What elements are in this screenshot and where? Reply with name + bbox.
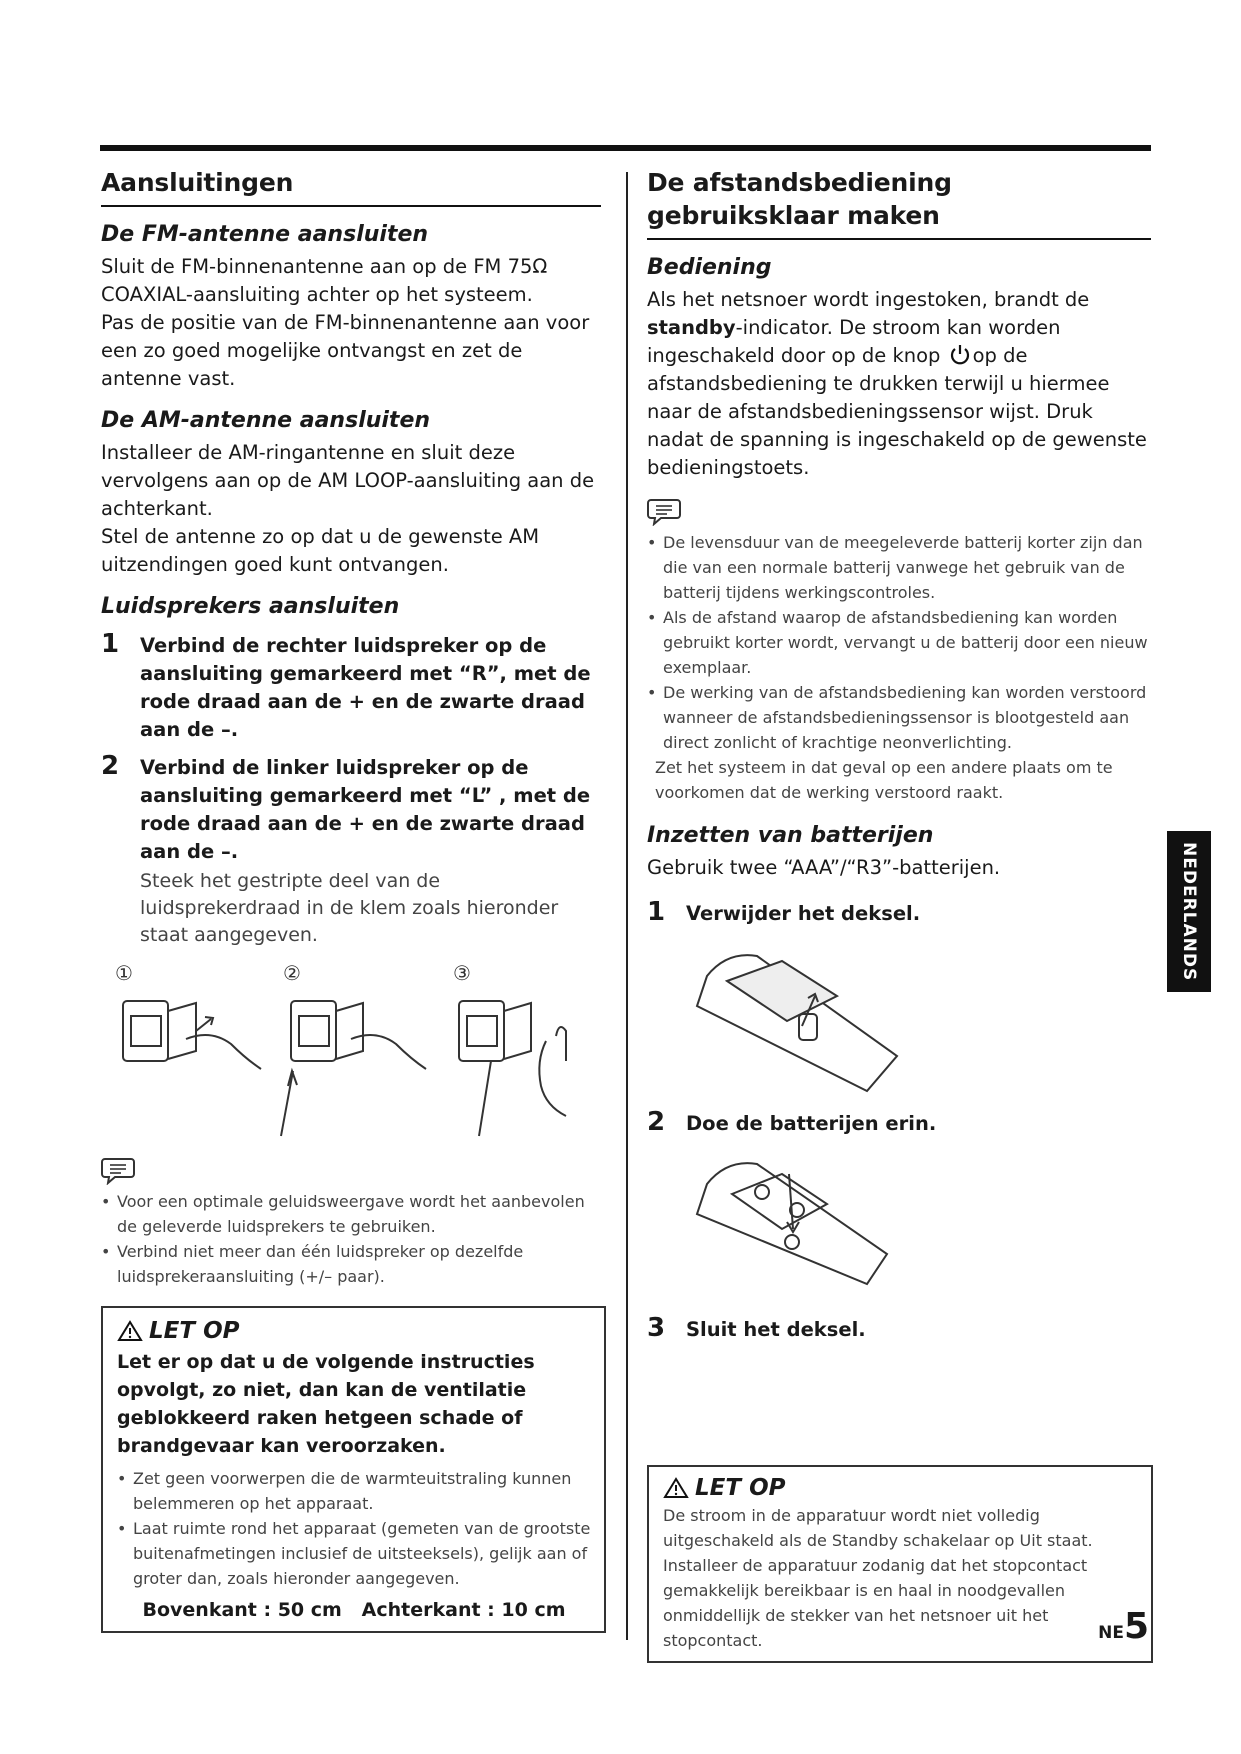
- battery-step-3: [647, 1313, 1151, 1344]
- list-item: • De werking van de afstandsbediening kan worden verstoord wanneer de afstandsbedieningssensor is blootgesteld aan direct zonlicht of krachtige neonverlichting.: [647, 680, 1151, 755]
- caution-title-text: LET OP: [149, 1318, 240, 1344]
- operation-title: Bediening: [647, 255, 772, 280]
- step-number: 2: [101, 751, 120, 781]
- caution-text: De stroom in de apparatuur wordt niet volledig uitgeschakeld als de Standby schakelaar op Uit staat. Installeer de apparatuur zodanig dat het stopcontact gemakkelijk bereikbaar is en haal in noodgevallen onmiddellijk de stekker van het netsnoer uit het stopcontact.: [663, 1506, 1093, 1650]
- battery-step-3-text: Sluit het deksel.: [686, 1318, 866, 1341]
- speaker-step-2-note: Steek het gestripte deel van de luidsprekerdraad in de klem zoals hieronder staat aangegeven.: [140, 870, 559, 946]
- batteries-title: Inzetten van batterijen: [647, 823, 934, 848]
- list-item: • Voor een optimale geluidsweergave wordt het aanbevolen de geleverde luidsprekers te gebruiken.: [101, 1189, 601, 1239]
- page-number: [1098, 1606, 1149, 1647]
- list-item: • Als de afstand waarop de afstandsbediening kan worden gebruikt korter wordt, vervangt u de batterij door een nieuw exemplaar.: [647, 605, 1151, 680]
- speaker-terminal-figure: [101, 961, 601, 1141]
- top-rule: [100, 145, 1151, 151]
- step-number: 1: [101, 629, 120, 659]
- step-number: 1: [647, 897, 666, 927]
- caution-title: [117, 1316, 591, 1346]
- operation-text: [647, 286, 1151, 482]
- caution-title-text: LET OP: [695, 1475, 786, 1501]
- speaker-step-1-text: Verbind de rechter luidspreker op de aansluiting gemarkeerd met “R”, met de rode draad aan de + en de zwarte draad aan de –.: [140, 634, 591, 741]
- language-tab: [1167, 831, 1211, 992]
- note-icon: [101, 1155, 135, 1185]
- clearance-dimensions: Bovenkant : 50 cm Achterkant : 10 cm: [142, 1599, 566, 1621]
- caution-title: [663, 1473, 1139, 1503]
- warning-icon: [663, 1477, 689, 1499]
- battery-step-1-text: Verwijder het deksel.: [686, 902, 921, 925]
- warning-icon: [117, 1320, 143, 1342]
- language-tab-label: NEDERLANDS: [1179, 841, 1199, 982]
- speaker-step-2-text: Verbind de linker luidspreker op de aansluiting gemarkeerd met “L” , met de rode draad aan de + en de zwarte draad aan de –.: [140, 756, 591, 863]
- note-icon: [647, 496, 681, 526]
- caution-box-ventilation: [101, 1306, 606, 1633]
- battery-step-1: [647, 897, 1151, 928]
- operation-text-1: Als het netsnoer wordt ingestoken, brandt de: [647, 288, 1090, 311]
- fm-antenna-title: De FM-antenne aansluiten: [101, 222, 429, 247]
- power-icon: [947, 343, 973, 365]
- am-antenna-title: De AM-antenne aansluiten: [101, 408, 431, 433]
- caution-strong-text: Let er op dat u de volgende instructies opvolgt, zo niet, dan kan de ventilatie geblokkeerd raken hetgeen schade of brandgevaar kan veroorzaken.: [117, 1351, 535, 1457]
- figure-step-label: ②: [283, 961, 301, 985]
- speakers-title: Luidsprekers aansluiten: [101, 594, 400, 619]
- remote-insert-batteries-illustration: [687, 1144, 907, 1294]
- list-item: • De levensduur van de meegeleverde batterij korter zijn dan die van een normale batterij vanwege het gebruik van de batterij tijdens werkingscontroles.: [647, 530, 1151, 605]
- standby-word: standby: [647, 316, 736, 339]
- list-item: • Verbind niet meer dan één luidspreker op dezelfde luidsprekeraansluiting (+/– paar).: [101, 1239, 601, 1289]
- list-item: Zet het systeem in dat geval op een andere plaats om te voorkomen dat de werking verstoord raakt.: [655, 758, 1113, 802]
- caution-box-standby: [647, 1465, 1153, 1663]
- page-number-value: 5: [1123, 1606, 1149, 1647]
- speaker-terminal-illustration: [101, 961, 601, 1141]
- speaker-notes-list: [101, 1189, 601, 1289]
- step-number: 3: [647, 1313, 666, 1343]
- battery-step-2-text: Doe de batterijen erin.: [686, 1112, 937, 1135]
- left-column: [101, 166, 601, 1289]
- fm-antenna-text-1: Sluit de FM-binnenantenne aan op de FM 75Ω COAXIAL-aansluiting achter op het systeem.: [101, 255, 548, 306]
- operation-text-2: -indicator. De stroom kan worden ingeschakeld door op de knop: [647, 316, 1061, 367]
- remote-open-cover-illustration: [687, 936, 907, 1096]
- list-item: • Zet geen voorwerpen die de warmteuitstraling kunnen belemmeren op het apparaat.: [117, 1466, 591, 1516]
- remote-notes-list: [647, 530, 1151, 805]
- speaker-step-1: [101, 629, 601, 744]
- section-title-connections: Aansluitingen: [101, 166, 601, 207]
- column-divider: [626, 172, 628, 1640]
- step-number: 2: [647, 1107, 666, 1137]
- section-title-remote: De afstandsbediening gebruiksklaar maken: [647, 166, 1151, 240]
- speaker-step-2: [101, 751, 601, 949]
- fm-antenna-text-2: Pas de positie van de FM-binnenantenne aan voor een zo goed mogelijke ontvangst en zet de antenne vast.: [101, 311, 590, 390]
- page-prefix: NE: [1098, 1623, 1124, 1643]
- list-item: • Laat ruimte rond het apparaat (gemeten van de grootste buitenafmetingen inclusief de uitsteeksels), gelijk aan of groter dan, zoals hieronder aangegeven.: [117, 1516, 591, 1591]
- batteries-intro: Gebruik twee “AAA”/“R3”-batterijen.: [647, 856, 1001, 879]
- figure-step-label: ①: [115, 961, 133, 985]
- caution-bullets: [117, 1466, 591, 1591]
- battery-step-2: [647, 1107, 1151, 1138]
- am-antenna-text-1: Installeer de AM-ringantenne en sluit deze vervolgens aan op de AM LOOP-aansluiting aan de achterkant.: [101, 441, 595, 520]
- figure-step-label: ③: [453, 961, 471, 985]
- right-column: [647, 166, 1151, 1344]
- operation-text-3: op de afstandsbediening te drukken terwijl u hiermee naar de afstandsbedieningssensor wijst. Druk nadat de spanning is ingeschakeld op de gewenste bedieningstoets.: [647, 344, 1147, 479]
- am-antenna-text-2: Stel de antenne zo op dat u de gewenste AM uitzendingen goed kunt ontvangen.: [101, 525, 540, 576]
